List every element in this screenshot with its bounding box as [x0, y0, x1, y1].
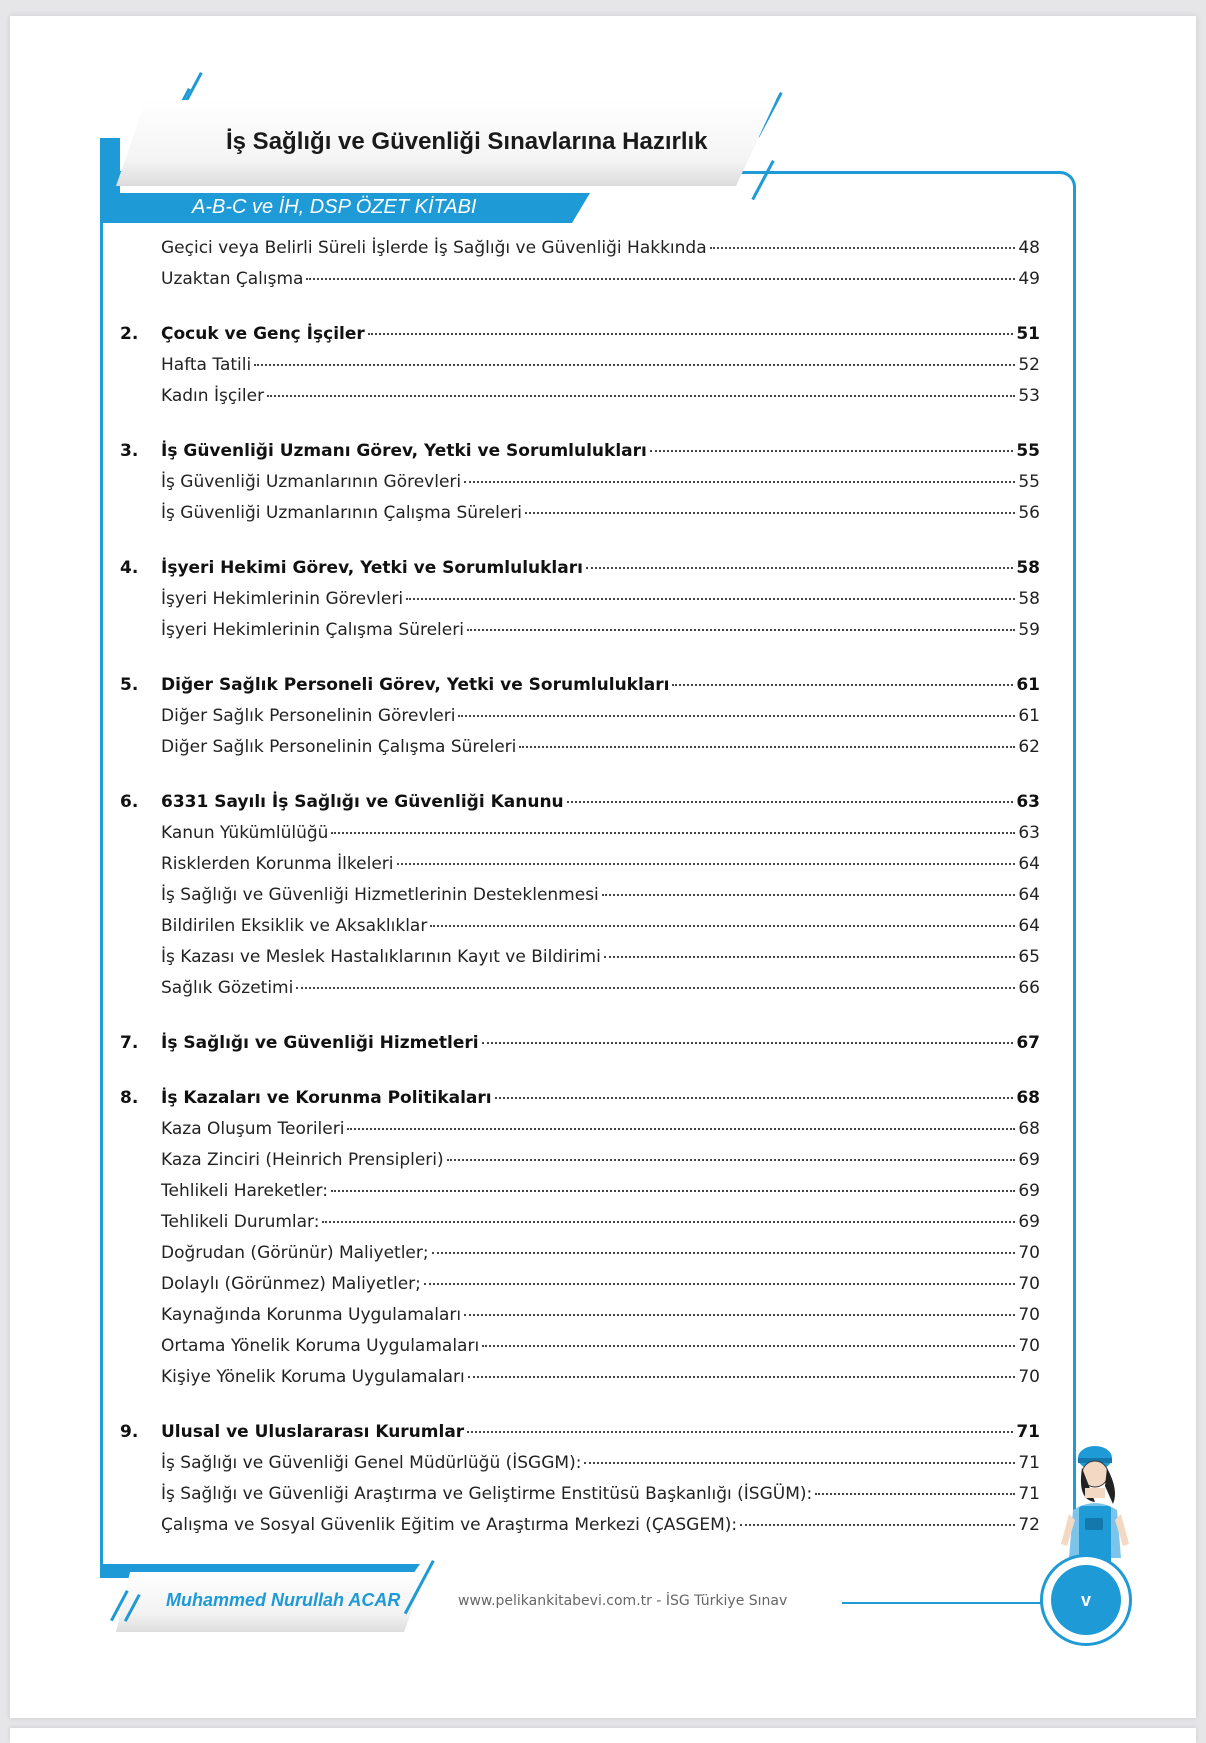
toc-entry-row: [120, 1453, 1040, 1484]
toc-title: İş Güvenliği Uzmanı Görev, Yetki ve Sorumlulukları: [161, 441, 647, 461]
toc-section-number: 2.: [120, 324, 139, 344]
book-subtitle: A-B-C ve İH, DSP ÖZET KİTABI: [192, 196, 477, 218]
table-of-contents: [120, 238, 1040, 1546]
toc-leader-dots: [519, 746, 1015, 748]
toc-page-number: 65: [1018, 947, 1040, 967]
toc-title: İş Kazası ve Meslek Hastalıklarının Kayıt ve Bildirimi: [161, 947, 601, 967]
toc-title: Tehlikeli Hareketler:: [161, 1181, 328, 1201]
toc-entry-row: [120, 1274, 1040, 1305]
toc-entry-row: [120, 916, 1040, 947]
toc-entry-row: [120, 1150, 1040, 1181]
toc-section-row: [120, 324, 1040, 355]
toc-title: İş Sağlığı ve Güvenliği Araştırma ve Geliştirme Enstitüsü Başkanlığı (İSGÜM):: [161, 1484, 813, 1504]
toc-page-number: 64: [1018, 885, 1040, 905]
toc-title: Geçici veya Belirli Süreli İşlerde İş Sağlığı ve Güvenliği Hakkında: [161, 238, 707, 258]
toc-gap: [120, 1009, 1040, 1033]
toc-section-number: 9.: [120, 1422, 139, 1442]
toc-leader-dots: [368, 333, 1014, 335]
toc-section-row: [120, 1088, 1040, 1119]
toc-leader-dots: [447, 1159, 1016, 1161]
toc-section-number: 4.: [120, 558, 139, 578]
toc-entry-row: [120, 386, 1040, 417]
toc-page-number: 48: [1018, 238, 1040, 258]
toc-title: Ortama Yönelik Koruma Uygulamaları: [161, 1336, 480, 1356]
toc-section-row: [120, 1422, 1040, 1453]
toc-entry-row: [120, 1212, 1040, 1243]
toc-leader-dots: [458, 715, 1015, 717]
toc-leader-dots: [815, 1493, 1015, 1495]
toc-title: İş Sağlığı ve Güvenliği Hizmetleri: [161, 1033, 479, 1053]
toc-leader-dots: [482, 1345, 1015, 1347]
toc-title: Sağlık Gözetimi: [161, 978, 294, 998]
toc-title: Bildirilen Eksiklik ve Aksaklıklar: [161, 916, 428, 936]
toc-section-row: [120, 558, 1040, 589]
toc-title: İşyeri Hekimlerinin Çalışma Süreleri: [161, 620, 464, 640]
toc-gap: [120, 651, 1040, 675]
toc-entry-row: [120, 854, 1040, 885]
toc-page-number: 55: [1016, 441, 1040, 461]
toc-title: Kadın İşçiler: [161, 386, 265, 406]
toc-page-number: 49: [1018, 269, 1040, 289]
next-page-edge: [10, 1728, 1196, 1743]
toc-leader-dots: [586, 567, 1013, 569]
toc-entry-row: [120, 947, 1040, 978]
toc-leader-dots: [331, 1190, 1015, 1192]
toc-leader-dots: [482, 1042, 1014, 1044]
toc-leader-dots: [432, 1252, 1016, 1254]
toc-title: İşyeri Hekimi Görev, Yetki ve Sorumlulukları: [161, 558, 583, 578]
toc-leader-dots: [650, 450, 1013, 452]
toc-title: İş Kazaları ve Korunma Politikaları: [161, 1088, 492, 1108]
toc-section-row: [120, 792, 1040, 823]
toc-title: Kaza Zinciri (Heinrich Prensipleri): [161, 1150, 444, 1170]
author-name: Muhammed Nurullah ACAR: [166, 1590, 401, 1610]
toc-page-number: 70: [1018, 1305, 1040, 1325]
toc-leader-dots: [254, 364, 1015, 366]
toc-leader-dots: [467, 629, 1015, 631]
toc-entry-row: [120, 620, 1040, 651]
book-title: İş Sağlığı ve Güvenliği Sınavlarına Hazırlık: [226, 128, 708, 155]
toc-entry-row: [120, 589, 1040, 620]
toc-page-number: 68: [1016, 1088, 1040, 1108]
toc-leader-dots: [467, 1431, 1013, 1433]
toc-page-number: 71: [1018, 1453, 1040, 1473]
toc-page-number: 66: [1018, 978, 1040, 998]
toc-page-number: 63: [1016, 792, 1040, 812]
toc-gap: [120, 417, 1040, 441]
toc-page-number: 70: [1018, 1274, 1040, 1294]
toc-leader-dots: [567, 801, 1014, 803]
toc-leader-dots: [347, 1128, 1015, 1130]
toc-leader-dots: [525, 512, 1015, 514]
toc-leader-dots: [672, 684, 1013, 686]
toc-title: İş Sağlığı ve Güvenliği Hizmetlerinin Desteklenmesi: [161, 885, 599, 905]
toc-section-number: 6.: [120, 792, 139, 812]
toc-leader-dots: [424, 1283, 1015, 1285]
toc-leader-dots: [267, 395, 1015, 397]
toc-entry-row: [120, 1305, 1040, 1336]
toc-page-number: 70: [1018, 1367, 1040, 1387]
toc-leader-dots: [495, 1097, 1014, 1099]
toc-title: Kanun Yükümlülüğü: [161, 823, 329, 843]
toc-title: Kişiye Yönelik Koruma Uygulamaları: [161, 1367, 465, 1387]
toc-page-number: 64: [1018, 916, 1040, 936]
toc-title: Dolaylı (Görünmez) Maliyetler;: [161, 1274, 421, 1294]
toc-title: İşyeri Hekimlerinin Görevleri: [161, 589, 404, 609]
website-text: www.pelikankitabevi.com.tr - İSG Türkiye Sınav: [458, 1593, 788, 1609]
toc-entry-row: [120, 737, 1040, 768]
toc-page-number: 70: [1018, 1336, 1040, 1356]
toc-page-number: 61: [1016, 675, 1040, 695]
toc-entry-row: [120, 1484, 1040, 1515]
toc-leader-dots: [464, 481, 1015, 483]
toc-leader-dots: [430, 925, 1015, 927]
toc-gap: [120, 534, 1040, 558]
toc-page-number: 69: [1018, 1150, 1040, 1170]
toc-leader-dots: [710, 247, 1016, 249]
toc-section-row: [120, 441, 1040, 472]
toc-entry-row: [120, 885, 1040, 916]
footer-line: [842, 1602, 1042, 1604]
toc-title: Kaza Oluşum Teorileri: [161, 1119, 345, 1139]
toc-entry-row: [120, 1181, 1040, 1212]
toc-page-number: 61: [1018, 706, 1040, 726]
toc-leader-dots: [604, 956, 1016, 958]
toc-entry-row: [120, 1367, 1040, 1398]
page-number: v: [1051, 1565, 1121, 1635]
toc-title: 6331 Sayılı İş Sağlığı ve Güvenliği Kanunu: [161, 792, 564, 812]
toc-leader-dots: [464, 1314, 1015, 1316]
toc-entry-row: [120, 1119, 1040, 1150]
toc-leader-dots: [740, 1524, 1015, 1526]
toc-page-number: 69: [1018, 1181, 1040, 1201]
toc-page-number: 71: [1018, 1484, 1040, 1504]
toc-gap: [120, 768, 1040, 792]
toc-leader-dots: [306, 278, 1015, 280]
toc-entry-row: [120, 706, 1040, 737]
toc-entry-row: [120, 1336, 1040, 1367]
toc-entry-row: [120, 1515, 1040, 1546]
toc-section-row: [120, 675, 1040, 706]
toc-title: Doğrudan (Görünür) Maliyetler;: [161, 1243, 429, 1263]
toc-page-number: 62: [1018, 737, 1040, 757]
toc-title: İş Güvenliği Uzmanlarının Görevleri: [161, 472, 462, 492]
toc-entry-row: [120, 269, 1040, 300]
toc-leader-dots: [584, 1462, 1015, 1464]
toc-page-number: 55: [1018, 472, 1040, 492]
toc-page-number: 72: [1018, 1515, 1040, 1535]
toc-entry-row: [120, 355, 1040, 386]
toc-title: Kaynağında Korunma Uygulamaları: [161, 1305, 462, 1325]
toc-section-number: 5.: [120, 675, 139, 695]
toc-section-number: 3.: [120, 441, 139, 461]
toc-page-number: 58: [1018, 589, 1040, 609]
toc-entry-row: [120, 823, 1040, 854]
toc-entry-row: [120, 238, 1040, 269]
toc-leader-dots: [331, 832, 1015, 834]
toc-section-number: 7.: [120, 1033, 139, 1053]
toc-title: Hafta Tatili: [161, 355, 252, 375]
toc-title: İş Güvenliği Uzmanlarının Çalışma Süreleri: [161, 503, 523, 523]
toc-title: Diğer Sağlık Personelinin Çalışma Süreleri: [161, 737, 517, 757]
toc-page-number: 70: [1018, 1243, 1040, 1263]
toc-gap: [120, 1064, 1040, 1088]
toc-title: Uzaktan Çalışma: [161, 269, 304, 289]
toc-entry-row: [120, 1243, 1040, 1274]
toc-title: Risklerden Korunma İlkeleri: [161, 854, 394, 874]
toc-title: Diğer Sağlık Personelinin Görevleri: [161, 706, 456, 726]
page-frame-left: [100, 223, 103, 1573]
toc-page-number: 52: [1018, 355, 1040, 375]
toc-section-row: [120, 1033, 1040, 1064]
toc-title: Diğer Sağlık Personeli Görev, Yetki ve Sorumlulukları: [161, 675, 670, 695]
toc-section-number: 8.: [120, 1088, 139, 1108]
toc-title: Tehlikeli Durumlar:: [161, 1212, 320, 1232]
toc-entry-row: [120, 472, 1040, 503]
toc-page-number: 69: [1018, 1212, 1040, 1232]
toc-page-number: 51: [1016, 324, 1040, 344]
toc-title: Ulusal ve Uluslararası Kurumlar: [161, 1422, 465, 1442]
page-number-badge: [1040, 1554, 1132, 1646]
toc-page-number: 68: [1018, 1119, 1040, 1139]
toc-leader-dots: [602, 894, 1016, 896]
toc-title: Çalışma ve Sosyal Güvenlik Eğitim ve Araştırma Merkezi (ÇASGEM):: [161, 1515, 738, 1535]
toc-page-number: 67: [1016, 1033, 1040, 1053]
toc-page-number: 59: [1018, 620, 1040, 640]
toc-entry-row: [120, 978, 1040, 1009]
toc-leader-dots: [397, 863, 1016, 865]
toc-gap: [120, 1398, 1040, 1422]
toc-leader-dots: [296, 987, 1015, 989]
toc-entry-row: [120, 503, 1040, 534]
toc-title: Çocuk ve Genç İşçiler: [161, 324, 365, 344]
toc-leader-dots: [406, 598, 1015, 600]
toc-page-number: 64: [1018, 854, 1040, 874]
toc-page-number: 53: [1018, 386, 1040, 406]
toc-leader-dots: [468, 1376, 1016, 1378]
toc-page-number: 56: [1018, 503, 1040, 523]
toc-gap: [120, 300, 1040, 324]
toc-page-number: 58: [1016, 558, 1040, 578]
toc-page-number: 71: [1016, 1422, 1040, 1442]
toc-leader-dots: [322, 1221, 1015, 1223]
toc-title: İş Sağlığı ve Güvenliği Genel Müdürlüğü (İSGGM):: [161, 1453, 582, 1473]
toc-page-number: 63: [1018, 823, 1040, 843]
